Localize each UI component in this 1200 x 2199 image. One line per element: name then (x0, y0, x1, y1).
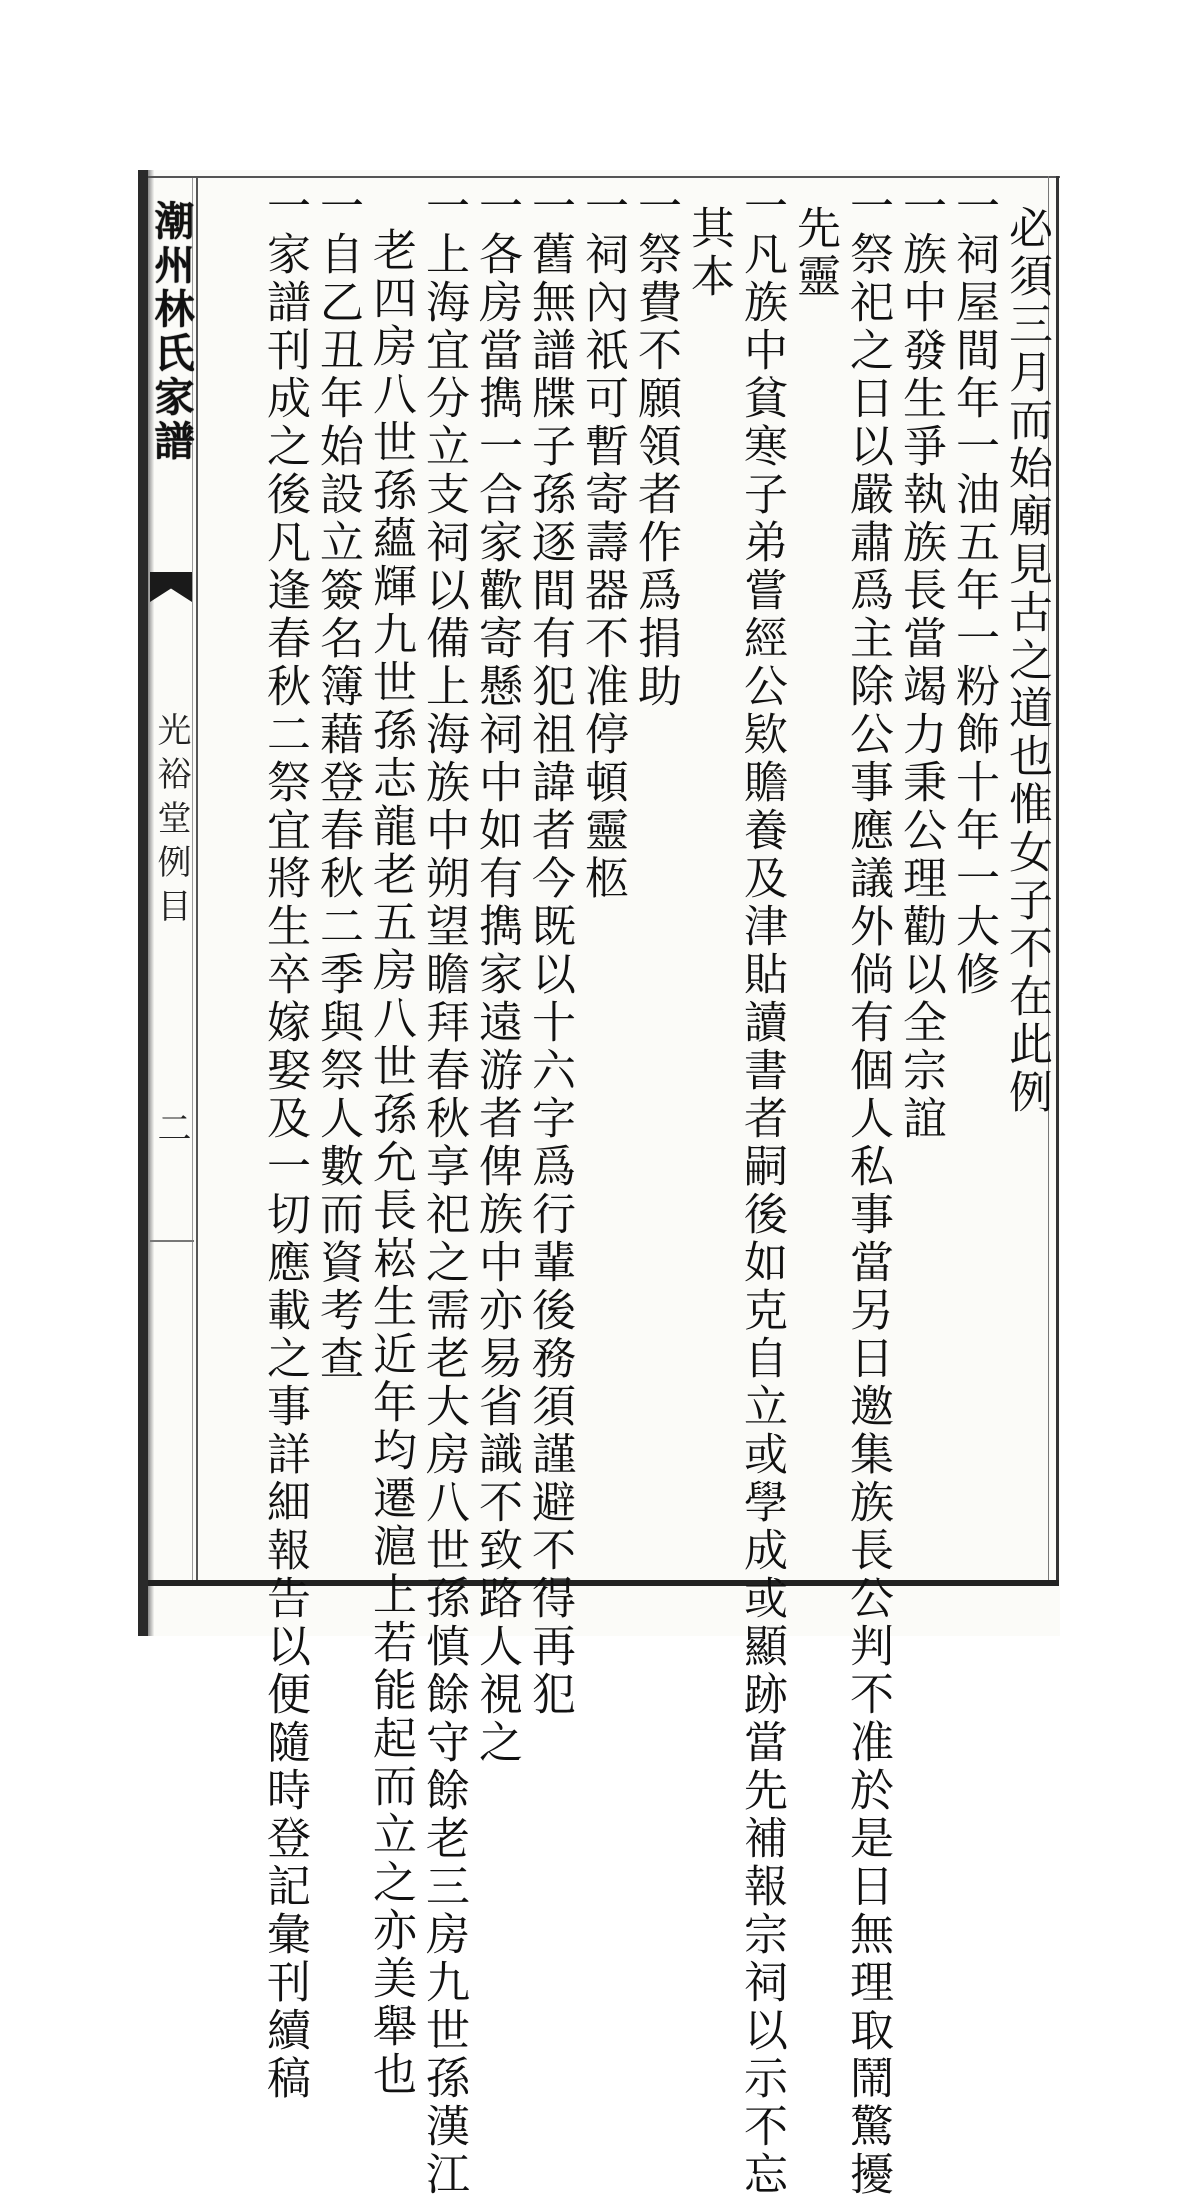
text-column: 一凡族中貧寒子弟嘗經公欵贍養及津貼讀書者嗣後如克自立或學成或顯跡當先補報宗祠以示不忘 (736, 183, 787, 2199)
text-column: 一舊無譜牒子孫逐間有犯祖諱者今既以十六字爲行輩後務須謹避不得再犯 (524, 183, 575, 1719)
text-column: 一上海宜分立支祠以備上海族中朔望瞻拜春秋享祀之需老大房八世孫慎餘守餘老三房九世孫漢江 (418, 183, 469, 2199)
text-column: 一祭祀之日以嚴肅爲主除公事應議外倘有個人私事當另日邀集族長公判不准於是日無理取鬧驚擾 (842, 183, 893, 2199)
text-column: 一家譜刊成之後凡逢春秋二祭宜將生卒嫁娶及一切應載之事詳細報告以便隨時登記彙刊續稿 (259, 183, 310, 2103)
text-column: 一自乙丑年始設立簽名簿藉登春秋二季與祭人數而資考查 (312, 183, 363, 1383)
frame-right-border (1056, 176, 1059, 1584)
text-column: 一祠內祇可暫寄壽器不准停頓靈柩 (577, 183, 628, 903)
text-column: 必須三月而始廟見古之道也惟女子不在此例 (1001, 205, 1052, 1117)
text-column: 先靈 (789, 205, 840, 301)
text-column: 其本 (683, 205, 734, 301)
section-title: 光裕堂例目 (151, 712, 191, 932)
text-column: 一族中發生爭執族長當竭力秉公理勸以全宗誼 (895, 183, 946, 1143)
text-column: 老四房八世孫蘊輝九世孫志龍老五房八世孫允長崧生近年均遷滬上若能起而立之亦美舉也 (365, 227, 416, 2099)
banxin-divider (150, 1240, 194, 1242)
text-column: 一祠屋間年一油五年一粉飾十年一大修 (948, 183, 999, 999)
page-number: 二 (151, 1110, 191, 1144)
text-column: 一祭費不願領者作爲捐助 (630, 183, 681, 711)
frame-top-border (148, 176, 1060, 178)
book-title: 潮州林氏家譜 (148, 200, 195, 464)
main-text (212, 183, 1052, 2199)
text-column: 一各房當擕一合家歡寄懸祠中如有擕家遠游者俾族中亦易省識不致路人視之 (471, 183, 522, 1767)
binding-gutter (138, 170, 148, 1636)
